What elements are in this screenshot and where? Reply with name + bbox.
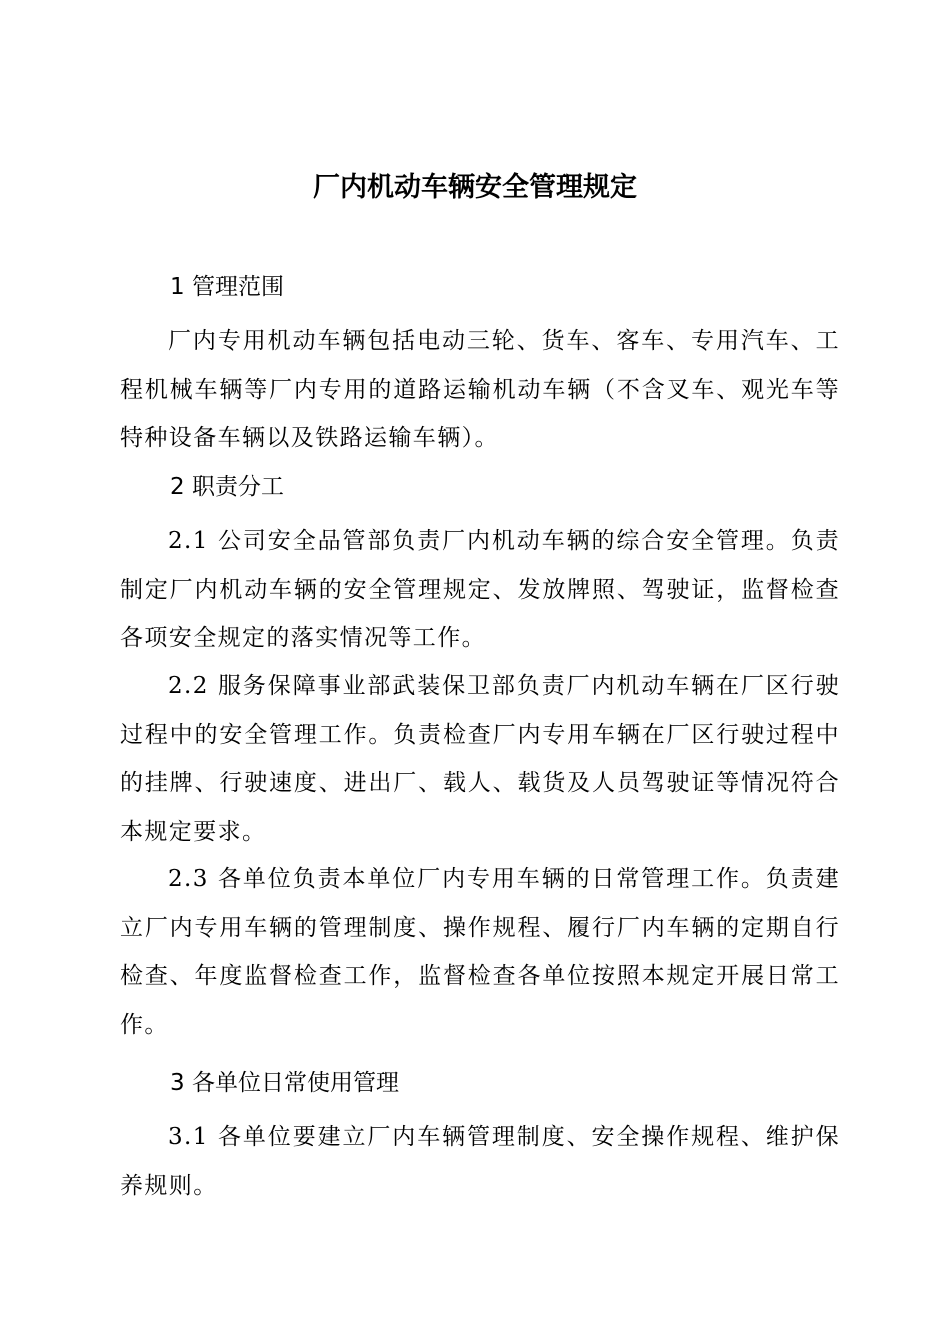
- document-title: 厂内机动车辆安全管理规定: [313, 172, 637, 203]
- section-3-1-paragraph: 3.1 各单位要建立厂内车辆管理制度、安全操作规程、维护保养规则。: [120, 1124, 840, 1199]
- section-heading-2: 2 职责分工: [170, 474, 284, 500]
- section-2-2-paragraph: 2.2 服务保障事业部武装保卫部负责厂内机动车辆在厂区行驶过程中的安全管理工作。负责检查厂内专用车辆在厂区行驶过程中的挂牌、行驶速度、进出厂、载人、载货及人员驾驶证等情况符合本规定要求。: [120, 673, 840, 845]
- section-2-1-paragraph: 2.1 公司安全品管部负责厂内机动车辆的综合安全管理。负责制定厂内机动车辆的安全管理规定、发放牌照、驾驶证，监督检查各项安全规定的落实情况等工作。: [120, 528, 840, 651]
- section-1-paragraph: 厂内专用机动车辆包括电动三轮、货车、客车、专用汽车、工程机械车辆等厂内专用的道路运输机动车辆（不含叉车、观光车等特种设备车辆以及铁路运输车辆）。: [120, 328, 840, 451]
- section-heading-1: 1 管理范围: [170, 274, 284, 300]
- section-heading-3: 3 各单位日常使用管理: [170, 1070, 399, 1096]
- section-2-3-paragraph: 2.3 各单位负责本单位厂内专用车辆的日常管理工作。负责建立厂内专用车辆的管理制度、操作规程、履行厂内车辆的定期自行检查、年度监督检查工作，监督检查各单位按照本规定开展日常工作。: [120, 866, 840, 1038]
